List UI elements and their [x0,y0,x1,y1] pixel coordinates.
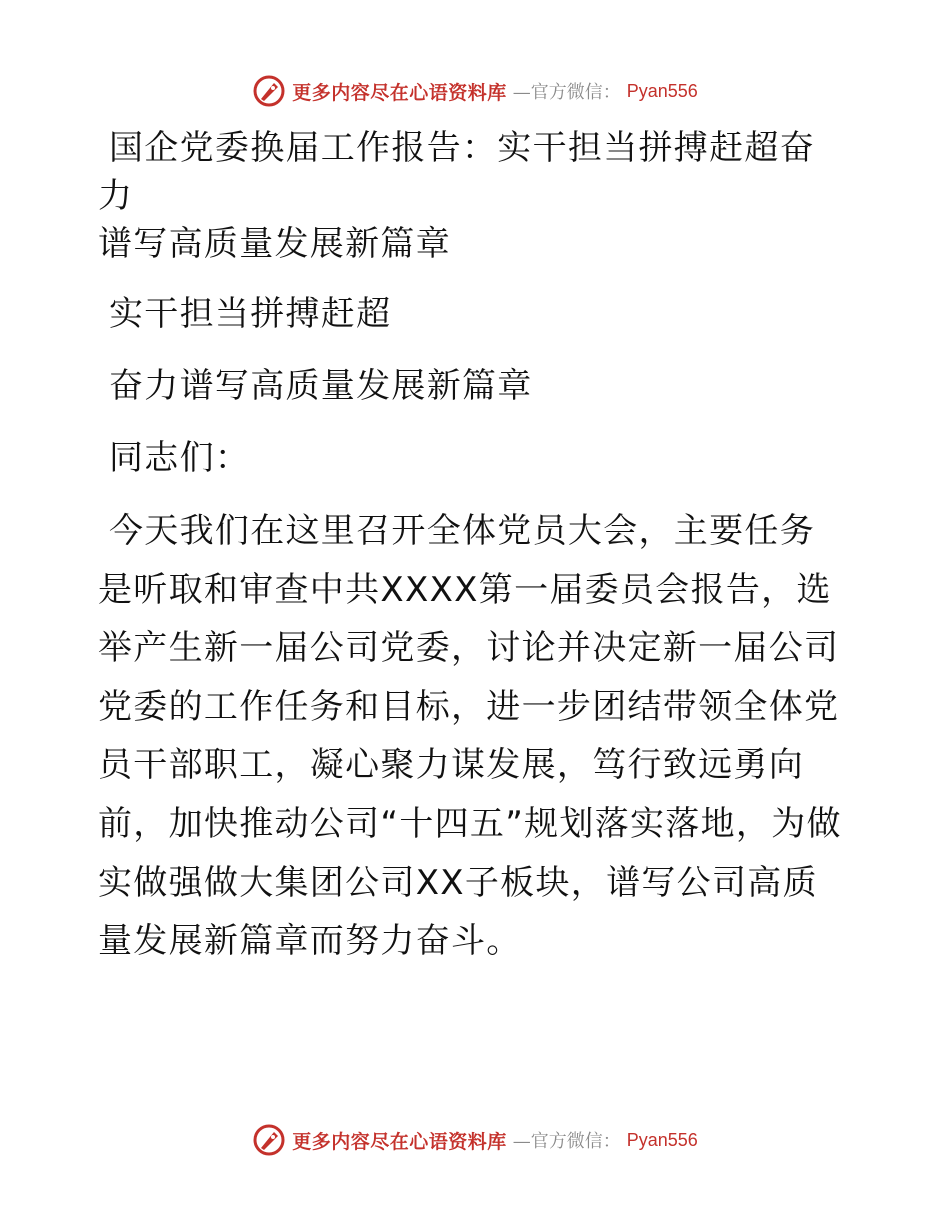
salutation: 同志们： [109,438,251,478]
title-line-2: 谱写高质量发展新篇章 [98,224,451,264]
pen-nib-circle-icon [252,1123,286,1157]
wechat-id: Pyan556 [626,1129,698,1150]
body-paragraph: 今天我们在这里召开全体党员大会，主要任务是听取和审查中共XXXX第一届委员会报告，选举产生新一届公司党委，讨论并决定新一届公司党委的工作任务和目标，进一步团结带领全体党员干部职工，凝心聚力谋发展，笃行致远勇向前，加快推动公司“十四五”规划落实落地，为做实做强做大集团公司XX子板块，谱写公司高质量发展新篇章而努力奋斗。 [98,511,842,962]
wechat-label: —官方微信： [512,1131,621,1152]
title-line-1: 国企党委换届工作报告：实干担当拼搏赶超奋力 [98,128,815,216]
site-name-text: 更多内容尽在心语资料库 [292,81,507,104]
wechat-label: —官方微信： [512,82,621,103]
header-banner [0,71,950,111]
document-title [98,124,838,268]
document-body [98,124,858,971]
wechat-id: Pyan556 [626,80,698,101]
footer-banner [0,1120,950,1160]
pen-nib-circle-icon [252,74,286,108]
subtitle-1: 实干担当拼搏赶超 [109,294,392,334]
site-name-text: 更多内容尽在心语资料库 [292,1130,507,1153]
subtitle-2: 奋力谱写高质量发展新篇章 [109,366,533,406]
